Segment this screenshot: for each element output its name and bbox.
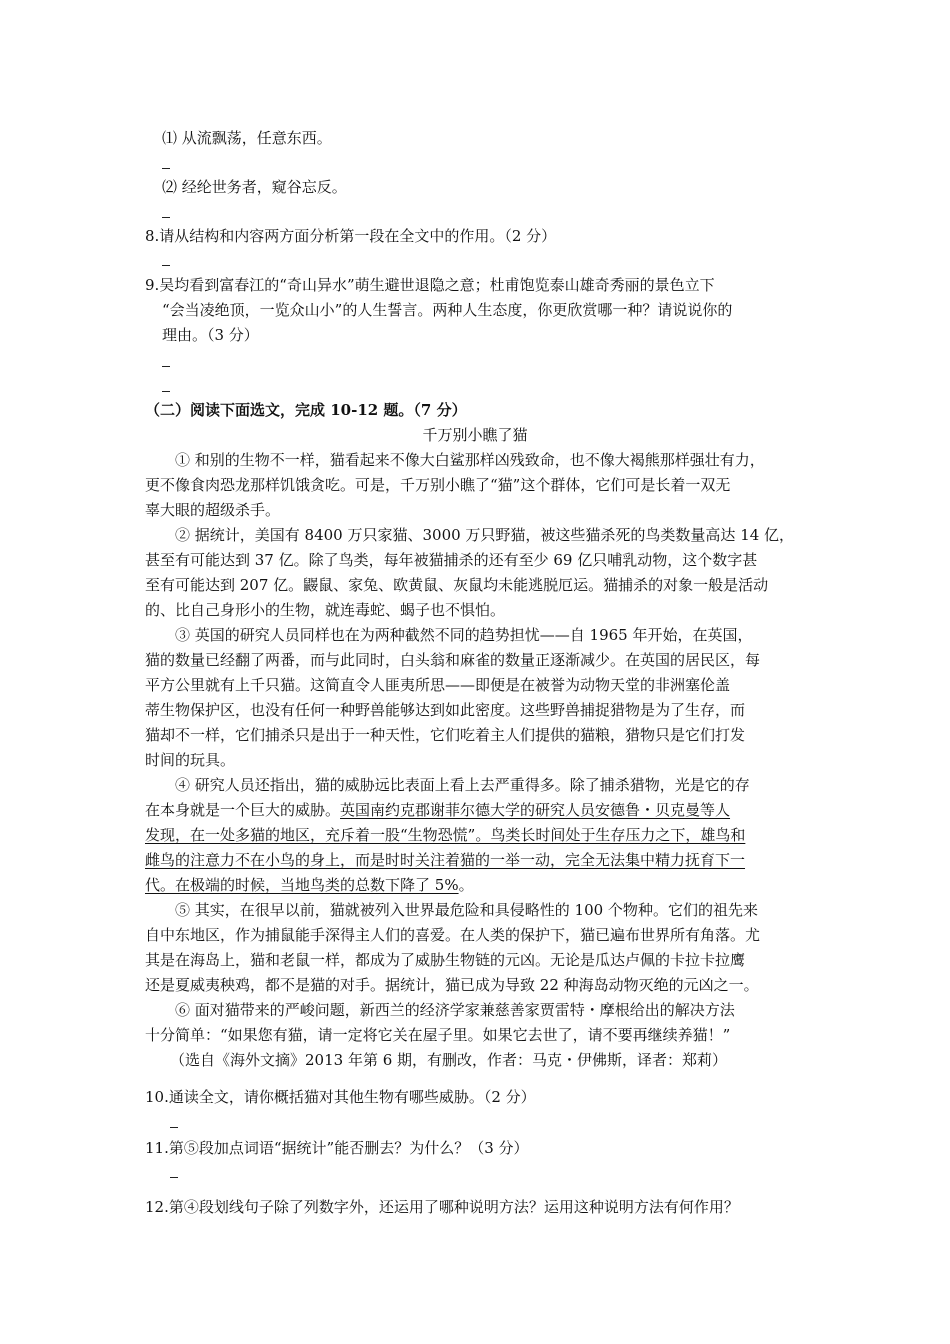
para-4-line	[145, 875, 474, 895]
para-4-line: ④ 研究人员还指出，猫的威胁远比表面上看上去严重得多。除了捕杀猎物，光是它的存	[175, 776, 750, 794]
para-3-line: 猫的数量已经翻了两番，而与此同时，白头翁和麻雀的数量正逐渐减少。在英国的居民区，每	[145, 651, 761, 669]
underlined-sentence: 雌鸟的注意力不在小鸟的身上，而是时时关注着猫的一举一动，完全无法集中精力抚育下一	[145, 851, 746, 869]
para-6-line: ⑥ 面对猫带来的严峻问题，新西兰的经济学家兼慈善家贾雷特・摩根给出的解决方法	[175, 1001, 735, 1019]
para-5-line: 其是在海岛上，猫和老鼠一样，都成为了威胁生物链的元凶。无论是瓜达卢佩的卡拉卡拉鹰	[145, 951, 746, 969]
para-1-line: 更不像食肉恐龙那样饥饿贪吃。可是，千万别小瞧了“猫”这个群体，它们可是长着一双无	[145, 476, 731, 494]
para-2-line: ② 据统计，美国有 8400 万只家猫、3000 万只野猫，被这些猫杀死的鸟类数量高达 14 亿，	[175, 526, 795, 544]
answer-blank	[162, 366, 170, 367]
para-4-line	[145, 800, 730, 820]
underlined-sentence: 发现，在一处多猫的地区，充斥着一股“生物恐慌”。鸟类长时间处于生存压力之下，雄鸟和	[145, 826, 746, 844]
underlined-sentence: 代。在极端的时候，当地鸟类的总数下降了 5%	[145, 876, 459, 894]
answer-blank	[162, 391, 170, 392]
answer-blank	[162, 265, 170, 266]
para-1-line: 辜大眼的超级杀手。	[145, 501, 281, 519]
para-2-line: 甚至有可能达到 37 亿。除了鸟类，每年被猫捕杀的还有至少 69 亿只哺乳动物，这个数字甚	[145, 551, 758, 569]
para-3-line: 平方公里就有上千只猫。这简直令人匪夷所思——即便是在被誉为动物天堂的非洲塞伦盖	[145, 676, 731, 694]
para-6-line: 十分简单：“如果您有猫，请一定将它关在屋子里。如果它去世了，请不要再继续养猫！”	[145, 1026, 731, 1044]
answer-blank	[170, 1177, 178, 1178]
article-title: 千万别小瞧了猫	[422, 426, 528, 444]
para-4-end: 。	[458, 876, 474, 894]
para-3-line: 猫却不一样，它们捕杀只是出于一种天性，它们吃着主人们提供的猫粮，猎物只是它们打发	[145, 726, 746, 744]
question-12: 12.第④段划线句子除了列数字外，还运用了哪种说明方法？运用这种说明方法有何作用？	[145, 1198, 739, 1216]
para-3-line: 时间的玩具。	[145, 751, 236, 769]
underlined-sentence: 英国南约克郡谢菲尔德大学的研究人员安德鲁・贝克曼等人	[340, 801, 731, 819]
q7-item-2: ⑵ 经纶世务者，窥谷忘反。	[162, 178, 347, 196]
para-5-line: ⑤ 其实，在很早以前，猫就被列入世界最危险和具侵略性的 100 个物种。它们的祖先来	[175, 901, 758, 919]
para-5-line: 自中东地区，作为捕鼠能手深得主人们的喜爱。在人类的保护下，猫已遍布世界所有角落。尤	[145, 926, 761, 944]
para-1-line: ① 和别的生物不一样，猫看起来不像大白鲨那样凶残致命，也不像大褐熊那样强壮有力，	[175, 451, 765, 469]
para-3-line: 蒂生物保护区，也没有任何一种野兽能够达到如此密度。这些野兽捕捉猎物是为了生存，而	[145, 701, 746, 719]
answer-blank	[170, 1127, 178, 1128]
question-9-line-1: 9.吴均看到富春江的“奇山异水”萌生避世退隐之意；杜甫饱览泰山雄奇秀丽的景色立下	[145, 276, 715, 294]
answer-blank	[162, 217, 170, 218]
question-11: 11.第⑤段加点词语“据统计”能否删去？为什么？（3 分）	[145, 1139, 529, 1157]
para-3-line: ③ 英国的研究人员同样也在为两种截然不同的趋势担忧——自 1965 年开始，在英国，	[175, 626, 753, 644]
para-5-line: 还是夏威夷秧鸡，都不是猫的对手。据统计，猫已成为导致 22 种海岛动物灭绝的元凶之一。	[145, 976, 759, 994]
article-source: （选自《海外文摘》2013 年第 6 期，有删改，作者：马克・伊佛斯，译者：郑莉）	[170, 1051, 728, 1069]
para-2-line: 至有可能达到 207 亿。鼹鼠、家兔、欧黄鼠、灰鼠均未能逃脱厄运。猫捕杀的对象一般是活动	[145, 576, 769, 594]
question-8: 8.请从结构和内容两方面分析第一段在全文中的作用。（2 分）	[145, 227, 557, 245]
para-4-text: 在本身就是一个巨大的威胁。	[145, 801, 341, 819]
answer-blank	[162, 168, 170, 169]
section-heading: （二）阅读下面选文，完成 10-12 题。（7 分）	[145, 401, 467, 419]
para-2-line: 的、比自己身形小的生物，就连毒蛇、蝎子也不惧怕。	[145, 601, 506, 619]
question-9-line-2: “会当凌绝顶，一览众山小”的人生誓言。两种人生态度，你更欣赏哪一种？请说说你的	[162, 301, 733, 319]
question-9-line-3: 理由。（3 分）	[162, 326, 259, 344]
q7-item-1: ⑴ 从流飘荡，任意东西。	[162, 129, 332, 147]
question-10: 10.通读全文，请你概括猫对其他生物有哪些威胁。（2 分）	[145, 1088, 536, 1106]
